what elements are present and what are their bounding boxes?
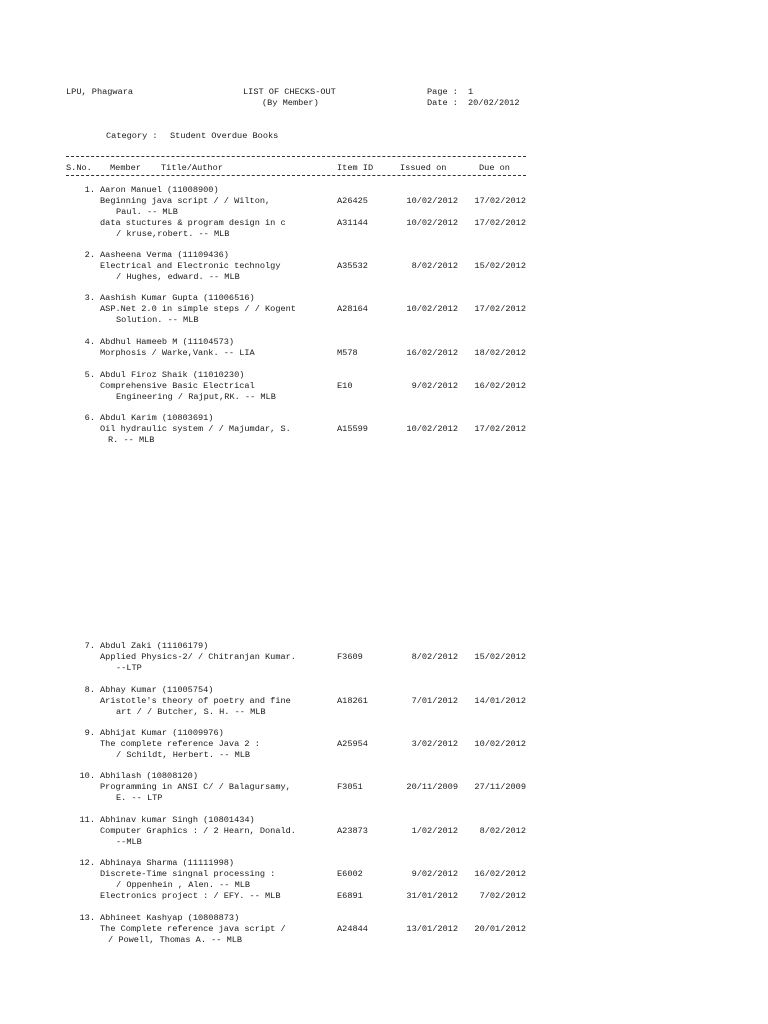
book-author: --MLB bbox=[116, 837, 142, 847]
member-name: Abhinaya Sharma (11111998) bbox=[100, 858, 235, 868]
book-author: / Hughes, edward. -- MLB bbox=[116, 272, 240, 282]
entry-number: 2. bbox=[84, 250, 95, 260]
item-id: E6002 bbox=[337, 869, 363, 879]
issued-date: 7/01/2012 bbox=[411, 696, 458, 706]
item-id: E6891 bbox=[337, 891, 363, 901]
report-subtitle: (By Member) bbox=[262, 98, 319, 108]
member-name: Abhinav kumar Singh (10801434) bbox=[100, 815, 255, 825]
book-title: Programming in ANSI C/ / Balagursamy, bbox=[100, 782, 291, 792]
entry-number: 10. bbox=[79, 771, 95, 781]
entry-number: 12. bbox=[79, 858, 95, 868]
book-author: art / / Butcher, S. H. -- MLB bbox=[116, 707, 266, 717]
member-name: Aaron Manuel (11008900) bbox=[100, 185, 219, 195]
book-title: data stuctures & program design in c bbox=[100, 218, 286, 228]
issued-date: 10/02/2012 bbox=[406, 218, 458, 228]
entry-number: 3. bbox=[84, 293, 95, 303]
due-date: 7/02/2012 bbox=[479, 891, 526, 901]
issued-date: 16/02/2012 bbox=[406, 348, 458, 358]
member-name: Abhineet Kashyap (10808873) bbox=[100, 913, 240, 923]
member-name: Abdul Zaki (11106179) bbox=[100, 641, 209, 651]
item-id: A15599 bbox=[337, 424, 368, 434]
issued-date: 10/02/2012 bbox=[406, 304, 458, 314]
issued-date: 10/02/2012 bbox=[406, 424, 458, 434]
category-label: Category : bbox=[106, 131, 158, 141]
member-name: Abhay Kumar (11005754) bbox=[100, 685, 214, 695]
book-title: Beginning java script / / Wilton, bbox=[100, 196, 271, 206]
item-id: M578 bbox=[337, 348, 358, 358]
issued-date: 8/02/2012 bbox=[411, 652, 458, 662]
book-title: Computer Graphics : / 2 Hearn, Donald. bbox=[100, 826, 296, 836]
header-rule-bottom bbox=[66, 175, 526, 176]
book-author: R. -- MLB bbox=[108, 435, 155, 445]
organization-name: LPU, Phagwara bbox=[66, 87, 134, 97]
due-date: 17/02/2012 bbox=[474, 304, 526, 314]
entry-number: 13. bbox=[79, 913, 95, 923]
entry-number: 9. bbox=[84, 728, 95, 738]
member-name: Aasheena Verma (11109436) bbox=[100, 250, 229, 260]
book-title: The complete reference Java 2 : bbox=[100, 739, 260, 749]
due-date: 17/02/2012 bbox=[474, 218, 526, 228]
entry-number: 8. bbox=[84, 685, 95, 695]
book-author: / Powell, Thomas A. -- MLB bbox=[108, 935, 243, 945]
book-author: E. -- LTP bbox=[116, 793, 163, 803]
book-author: Solution. -- MLB bbox=[116, 315, 199, 325]
issued-date: 9/02/2012 bbox=[411, 869, 458, 879]
due-date: 18/02/2012 bbox=[474, 348, 526, 358]
item-id: A24844 bbox=[337, 924, 368, 934]
column-item-id: Item ID bbox=[337, 163, 374, 173]
column-issued-on: Issued on bbox=[400, 163, 447, 173]
entry-number: 6. bbox=[84, 413, 95, 423]
header-rule-top bbox=[66, 156, 526, 157]
entry-number: 5. bbox=[84, 370, 95, 380]
due-date: 8/02/2012 bbox=[479, 826, 526, 836]
issued-date: 8/02/2012 bbox=[411, 261, 458, 271]
item-id: F3609 bbox=[337, 652, 363, 662]
issued-date: 13/01/2012 bbox=[406, 924, 458, 934]
item-id: E10 bbox=[337, 381, 353, 391]
report-title: LIST OF CHECKS-OUT bbox=[243, 87, 336, 97]
member-name: Abhilash (10808120) bbox=[100, 771, 198, 781]
item-id: A28164 bbox=[337, 304, 368, 314]
report-date: 20/02/2012 bbox=[468, 98, 520, 108]
book-title: The Complete reference java script / bbox=[100, 924, 286, 934]
issued-date: 31/01/2012 bbox=[406, 891, 458, 901]
book-author: / kruse,robert. -- MLB bbox=[116, 229, 230, 239]
due-date: 10/02/2012 bbox=[474, 739, 526, 749]
issued-date: 20/11/2009 bbox=[406, 782, 458, 792]
book-title: Applied Physics-2/ / Chitranjan Kumar. bbox=[100, 652, 296, 662]
book-author: / Schildt, Herbert. -- MLB bbox=[116, 750, 251, 760]
column-sno: S.No. bbox=[66, 163, 92, 173]
entry-number: 1. bbox=[84, 185, 95, 195]
book-title: Discrete-Time singnal processing : bbox=[100, 869, 276, 879]
item-id: A26425 bbox=[337, 196, 368, 206]
member-name: Abhijat Kumar (11009976) bbox=[100, 728, 224, 738]
item-id: A18261 bbox=[337, 696, 368, 706]
due-date: 17/02/2012 bbox=[474, 424, 526, 434]
due-date: 16/02/2012 bbox=[474, 869, 526, 879]
column-member: Member bbox=[110, 163, 141, 173]
book-author: / Oppenhein , Alen. -- MLB bbox=[116, 880, 251, 890]
book-title: ASP.Net 2.0 in simple steps / / Kogent bbox=[100, 304, 296, 314]
due-date: 15/02/2012 bbox=[474, 652, 526, 662]
page-number: 1 bbox=[468, 87, 474, 97]
due-date: 15/02/2012 bbox=[474, 261, 526, 271]
book-title: Comprehensive Basic Electrical bbox=[100, 381, 255, 391]
member-name: Abdul Firoz Shaik (11010230) bbox=[100, 370, 245, 380]
due-date: 17/02/2012 bbox=[474, 196, 526, 206]
item-id: A23873 bbox=[337, 826, 368, 836]
due-date: 27/11/2009 bbox=[474, 782, 526, 792]
entry-number: 7. bbox=[84, 641, 95, 651]
book-author: --LTP bbox=[116, 663, 142, 673]
entry-number: 4. bbox=[84, 337, 95, 347]
item-id: A35532 bbox=[337, 261, 368, 271]
book-title: Aristotle's theory of poetry and fine bbox=[100, 696, 291, 706]
book-author: Engineering / Rajput,RK. -- MLB bbox=[116, 392, 276, 402]
item-id: A31144 bbox=[337, 218, 368, 228]
book-title: Oil hydraulic system / / Majumdar, S. bbox=[100, 424, 291, 434]
book-title: Electronics project : / EFY. -- MLB bbox=[100, 891, 281, 901]
entry-number: 11. bbox=[79, 815, 95, 825]
issued-date: 10/02/2012 bbox=[406, 196, 458, 206]
book-title: Electrical and Electronic technolgy bbox=[100, 261, 281, 271]
book-author: Paul. -- MLB bbox=[116, 207, 178, 217]
page-label: Page : bbox=[427, 87, 458, 97]
item-id: F3051 bbox=[337, 782, 363, 792]
member-name: Abdul Karim (10803691) bbox=[100, 413, 214, 423]
issued-date: 3/02/2012 bbox=[411, 739, 458, 749]
due-date: 16/02/2012 bbox=[474, 381, 526, 391]
item-id: A25954 bbox=[337, 739, 368, 749]
column-title-author: Title/Author bbox=[161, 163, 223, 173]
member-name: Aashish Kumar Gupta (11006516) bbox=[100, 293, 255, 303]
member-name: Abdhul Hameeb M (11104573) bbox=[100, 337, 235, 347]
issued-date: 1/02/2012 bbox=[411, 826, 458, 836]
book-title: Morphosis / Warke,Vank. -- LIA bbox=[100, 348, 255, 358]
due-date: 20/01/2012 bbox=[474, 924, 526, 934]
date-label: Date : bbox=[427, 98, 458, 108]
category-value: Student Overdue Books bbox=[170, 131, 279, 141]
column-due-on: Due on bbox=[479, 163, 510, 173]
due-date: 14/01/2012 bbox=[474, 696, 526, 706]
issued-date: 9/02/2012 bbox=[411, 381, 458, 391]
